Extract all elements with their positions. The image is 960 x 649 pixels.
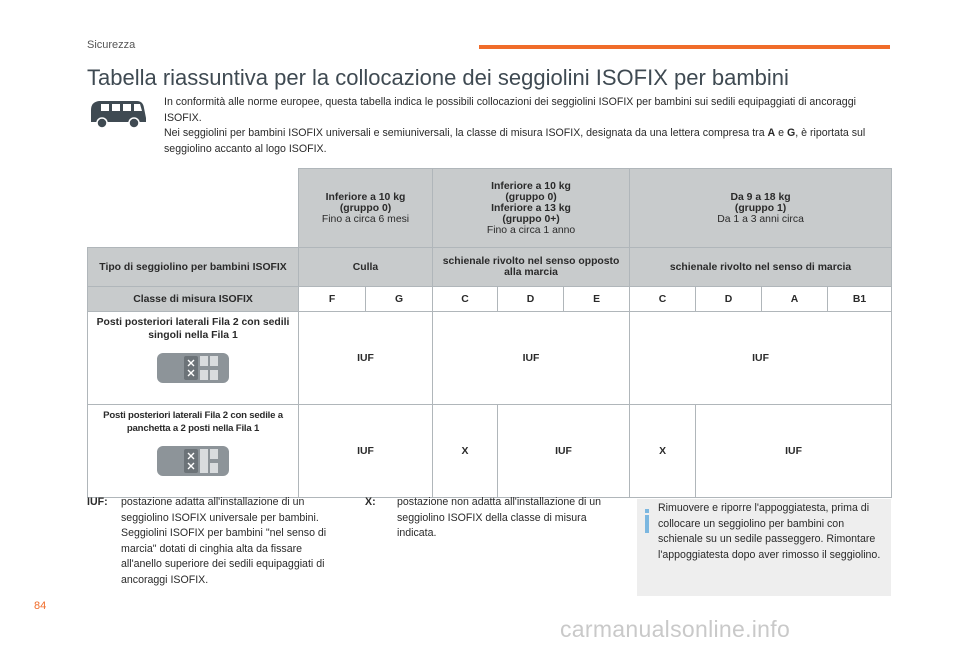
watermark: carmanualsonline.info xyxy=(560,616,791,642)
info-text: Rimuovere e riporre l'appoggiatesta, prima di collocare un seggiolino per bambini con schienale su un sedile passeggero. Rimontare l'appoggiatesta dopo aver rimosso il seggiolino. xyxy=(658,502,881,561)
row-label-single-seats: Posti posteriori laterali Fila 2 con sedili singoli nella Fila 1 xyxy=(88,312,299,405)
group-header-0plus: Inferiore a 10 kg (gruppo 0) Inferiore a 13 kg (gruppo 0+) Fino a circa 1 anno xyxy=(433,169,630,248)
group-header-0: Inferiore a 10 kg (gruppo 0) Fino a circa 6 mesi xyxy=(299,169,433,248)
vehicle-seat-diagram-icon xyxy=(156,352,230,384)
section-label: Sicurezza xyxy=(87,39,136,51)
class-cell: C xyxy=(630,287,696,312)
intro-paragraph-1: In conformità alle norme europee, questa tabella indica le possibili collocazioni dei seggiolini ISOFIX per bambini sui sedili equipaggiati di ancoraggi ISOFIX. xyxy=(164,96,856,124)
vehicle-seat-diagram-icon xyxy=(156,445,230,477)
group-header-1: Da 9 a 18 kg (gruppo 1) Da 1 a 3 anni circa xyxy=(630,169,892,248)
isofix-table xyxy=(87,168,892,498)
cell-iuf: IUF xyxy=(630,312,892,405)
intro-paragraph-2: Nei seggiolini per bambini ISOFIX universali e semiuniversali, la classe di misura ISOFIX, designata da una lettera compresa tra A e G, è riportata sul seggiolino accanto al logo ISOFIX. xyxy=(164,127,866,155)
type-label: Tipo di seggiolino per bambini ISOFIX xyxy=(88,248,299,287)
cell-iuf: IUF xyxy=(299,405,433,498)
header-accent-bar xyxy=(479,45,890,49)
intro-text xyxy=(164,95,894,157)
class-cell: G xyxy=(366,287,433,312)
class-cell: A xyxy=(762,287,828,312)
van-icon xyxy=(87,96,149,130)
class-label: Classe di misura ISOFIX xyxy=(88,287,299,312)
page-title: Tabella riassuntiva per la collocazione dei seggiolini ISOFIX per bambini xyxy=(87,65,789,90)
cell-x: X xyxy=(630,405,696,498)
type-rear-facing: schienale rivolto nel senso opposto alla marcia xyxy=(433,248,630,287)
cell-iuf: IUF xyxy=(299,312,433,405)
class-cell: B1 xyxy=(828,287,892,312)
legend-x-definition: postazione non adatta all'installazione di un seggiolino ISOFIX della classe di misura indicata. xyxy=(397,496,602,539)
cell-x: X xyxy=(433,405,498,498)
class-cell: D xyxy=(498,287,564,312)
type-culla: Culla xyxy=(299,248,433,287)
legend-iuf-term: IUF: xyxy=(87,496,108,508)
legend-x-term: X: xyxy=(365,496,376,508)
class-cell: F xyxy=(299,287,366,312)
info-note xyxy=(637,499,891,596)
page-number: 84 xyxy=(34,600,47,612)
cell-iuf: IUF xyxy=(696,405,892,498)
cell-iuf: IUF xyxy=(433,312,630,405)
class-cell: D xyxy=(696,287,762,312)
class-cell: C xyxy=(433,287,498,312)
type-forward-facing: schienale rivolto nel senso di marcia xyxy=(630,248,892,287)
class-cell: E xyxy=(564,287,630,312)
legend-iuf-definition: postazione adatta all'installazione di un seggiolino ISOFIX universale per bambini. Seggiolini ISOFIX per bambini "nel senso di marcia" dotati di cinghia alta da fissare all'anello superiore dei sedili equipaggiati di ancoraggi ISOFIX. xyxy=(121,496,327,586)
cell-iuf: IUF xyxy=(498,405,630,498)
row-label-bench-seat: Posti posteriori laterali Fila 2 con sedile a panchetta a 2 posti nella Fila 1 xyxy=(88,405,299,498)
